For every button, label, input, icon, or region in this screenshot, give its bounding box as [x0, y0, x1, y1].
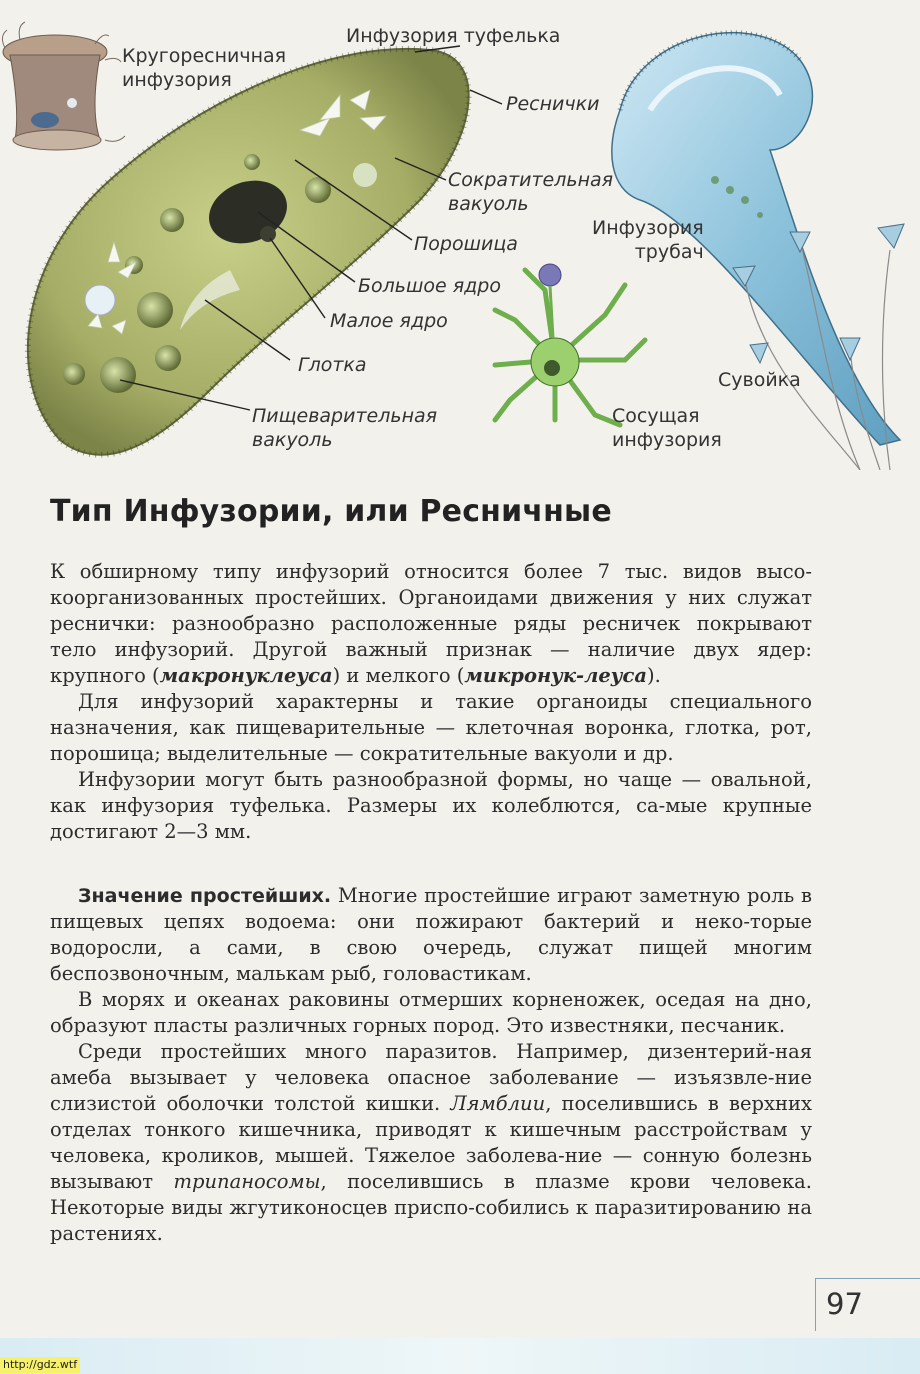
subsection-title: Значение простейших. [78, 885, 332, 907]
body-text-block-2 [50, 883, 812, 1247]
term-trypanosoma: трипаносомы [173, 1170, 321, 1193]
paragraph-3: Инфузории могут быть разнообразной формы, но чаще — овальной, как инфузория туфелька. Размеры их колеблются, са-мые крупные достигают 2—3 мм. [50, 768, 812, 843]
watermark: http://gdz.wtf [0, 1357, 80, 1373]
section-heading: Тип Инфузории, или Ресничные [50, 494, 612, 529]
suctoria-drawing [495, 264, 645, 425]
label-trubach: Инфузория трубач [592, 217, 704, 263]
paragraph-4: Значение простейших. Многие простейшие играют заметную роль в пищевых цепях водоема: они пожирают бактерий и неко-торые водоросли, а сами, в свою очередь, служат пищей многим беспозвоночным, малькам рыб, головастикам. [50, 884, 812, 985]
term-lamblia: Лямблии [450, 1092, 546, 1115]
term-micronucleus: микронук-леуса [464, 664, 647, 687]
label-poroshitsa: Порошица [414, 233, 518, 255]
paragraph-5: В морях и океанах раковины отмерших корненожек, оседая на дно, образуют пласты различных горных пород. Это известняки, песчаник. [50, 988, 812, 1037]
label-sosushchaya: Сосущая инфузория [612, 405, 722, 451]
page-number-box [815, 1278, 920, 1331]
label-sokratitelnaya-vakuol: Сократительная вакуоль [448, 169, 614, 215]
label-suvoika: Сувойка [718, 369, 801, 391]
term-macronucleus: макронуклеуса [159, 664, 333, 687]
paragraph-6: Среди простейших много паразитов. Например, дизентерий-ная амеба вызывает у человека опасное заболевание — изъязвле-ние слизистой оболочки толстой кишки. Лямблии, поселившись в верхних отделах тонкого кишечника, приводят к кишечным расстройствам у человека, кроликов, мышей. Тяжелое заболева-ние — сонную болезнь вызывают трипаносомы, поселившись в плазме крови человека. Некоторые виды жгутиконосцев приспо-собились к паразитированию на растениях. [50, 1040, 812, 1245]
label-pishchevaritelnaya-vakuol: Пищеварительная вакуоль [252, 405, 438, 451]
label-krugoresnichnaya: Кругоресничная инфузория [122, 45, 287, 91]
footer-band [0, 1338, 920, 1374]
label-resnichki: Реснички [506, 93, 600, 115]
label-maloe-yadro: Малое ядро [330, 310, 448, 332]
body-text-block-1 [50, 559, 812, 845]
label-tufelka: Инфузория туфелька [346, 25, 561, 47]
label-glotka: Глотка [298, 354, 367, 376]
paragraph-1: К обширному типу инфузорий относится более 7 тыс. видов высо-коорганизованных простейших. Органоидами движения у них служат реснички: разнообразно расположенные ряды ресничек покрывают тело инфузорий. Другой важный признак — наличие двух ядер: крупного (макронуклеуса) и мелкого (микронук-леуса). [50, 560, 812, 687]
vorticella-cup-drawing [2, 22, 125, 150]
paragraph-2: Для инфузорий характерны и такие органоиды специального назначения, как пищеварительные — клеточная воронка, глотка, рот, порошица; выделительные — сократительные вакуоли и др. [50, 690, 812, 765]
page-number: 97 [826, 1287, 863, 1321]
label-bolshoe-yadro: Большое ядро [358, 275, 501, 297]
